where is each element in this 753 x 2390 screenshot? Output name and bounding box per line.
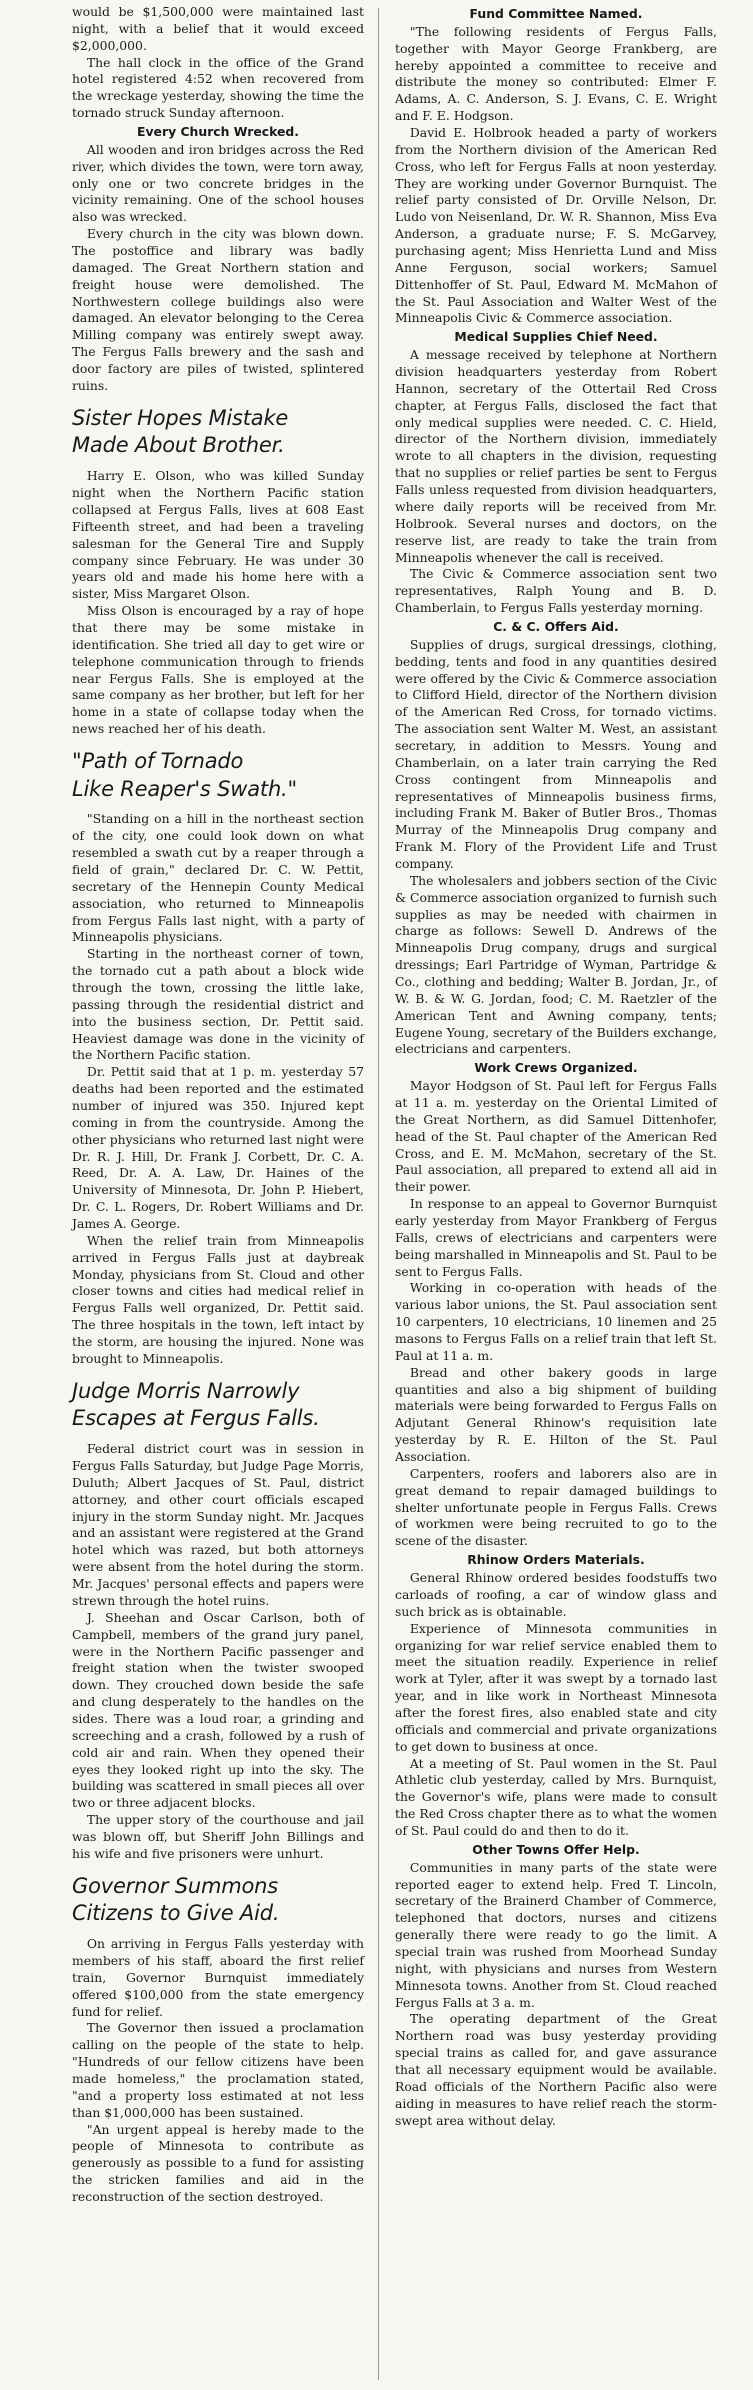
paragraph: Carpenters, roofers and laborers also are in great demand to repair damaged buildings to shelter unfortunate people in Fergus Falls. Crews of workmen were being recruited to go to the scene of the disaster. — [395, 1465, 717, 1549]
headline-line: Judge Morris Narrowly — [72, 1378, 300, 1403]
paragraph: Bread and other bakery goods in large quantities and also a big shipment of building materials were being forwarded to Fergus Falls on Adjutant General Rhinow's requisition late yesterday by R. E. Hilton of the St. Paul Association. — [395, 1364, 717, 1465]
paragraph: Dr. Pettit said that at 1 p. m. yesterday 57 deaths had been reported and the estimated number of injured was 350. Injured kept coming in from the countryside. Among the other physicians who returned last night were Dr. R. J. Hill, Dr. Frank J. Corbett, Dr. C. A. Reed, Dr. A. A. Law, Dr. Haines of the University of Minnesota, Dr. John P. Hiebert, Dr. C. L. Rogers, Dr. Robert Williams and Dr. James A. George. — [72, 1064, 364, 1232]
paragraph: Supplies of drugs, surgical dressings, clothing, bedding, tents and food in any quantities desired were offered by the Civic & Commerce association to Clifford Hield, director of the Northern division of the American Red Cross, for tornado victims. The association sent Walter M. West, an assistant secretary, in addition to Messrs. Young and Chamberlain, on a later train carrying the Red Cross contingent from Minneapolis and representatives of Minneapolis business firms, including Frank M. Baker of Butler Bros., Thomas Murray of the Minneapolis Drug company and Frank M. Flory of the Provident Life and Trust company. — [395, 636, 717, 871]
headline-line: Sister Hopes Mistake — [72, 405, 289, 430]
paragraph: The Civic & Commerce association sent two representatives, Ralph Young and B. D. Chamberlain, to Fergus Falls yesterday morning. — [395, 566, 717, 616]
paragraph: The Governor then issued a proclamation calling on the people of the state to help. "Hundreds of our fellow citizens have been made homeless," the proclamation stated, "and a property loss estimated at not less than $1,000,000 has been sustained. — [72, 2020, 364, 2120]
right-column — [379, 4, 737, 2390]
paragraph: Working in co-operation with heads of the various labor unions, the St. Paul association sent 10 carpenters, 10 electricians, 10 linemen and 25 masons to Fergus Falls on a relief train that left St. Paul at 11 a. m. — [395, 1280, 717, 1363]
headline-line: Citizens to Give Aid. — [72, 1901, 280, 1926]
paragraph: In response to an appeal to Governor Burnquist early yesterday from Mayor Frankberg of Fergus Falls, crews of electricians and carpenters were being marshalled in Minneapolis and St. Paul to be sent to Fergus Falls. — [395, 1196, 717, 1279]
headline-path — [72, 748, 364, 803]
paragraph: The operating department of the Great Northern road was busy yesterday providing special trains as called for, and gave assurance that all necessary equipment would be available. Road officials of the Northern Pacific also were aiding in measures to have relief reach the storm-swept area without delay. — [395, 2011, 717, 2128]
paragraph: When the relief train from Minneapolis arrived in Fergus Falls just at daybreak Monday, physicians from St. Cloud and other closer towns and cities had medical relief in Fergus Falls well organized, Dr. Pettit said. The three hospitals in the town, left intact by the storm, are housing the injured. None was brought to Minneapolis. — [72, 1232, 364, 1366]
headline-governor — [72, 1873, 364, 1928]
paragraph: David E. Holbrook headed a party of workers from the Northern division of the American Red Cross, who left for Fergus Falls at noon yesterday. They are working under Governor Burnquist. The relief party consisted of Dr. Orville Nelson, Dr. Ludo von Neisenland, Dr. W. R. Shannon, Miss Eva Anderson, a graduate nurse; F. S. McGarvey, purchasing agent; Miss Henrietta Lund and Miss Anne Ferguson, social workers; Samuel Dittenhoffer of St. Paul, Edward M. McMahon of the St. Paul Association and Walter West of the Minneapolis Civic & Commerce association. — [395, 125, 717, 326]
paragraph: Every church in the city was blown down. The postoffice and library was badly damaged. The Great Northern station and freight house were demolished. The Northwestern college buildings also were damaged. An elevator belonging to the Cerea Milling company was entirely swept away. The Fergus Falls brewery and the sash and door factory are piles of twisted, splintered ruins. — [72, 226, 364, 393]
paragraph: Harry E. Olson, who was killed Sunday night when the Northern Pacific station collapsed at Fergus Falls, lives at 608 East Fifteenth street, and had been a traveling salesman for the General Tire and Supply company since February. He was under 30 years old and made his home here with a sister, Miss Margaret Olson. — [72, 468, 364, 602]
paragraph: "An urgent appeal is hereby made to the people of Minnesota to contribute as generously as possible to a fund for assisting the stricken families and aid in the reconstruction of the section destroyed. — [72, 2121, 364, 2204]
paragraph: The wholesalers and jobbers section of the Civic & Commerce association organized to furnish such supplies as may be needed with chairmen in charge as follows: Sewell D. Andrews of the Minneapolis Drug company, drugs and surgical dressings; Earl Partridge of Wyman, Partridge & Co., clothing and bedding; Walter B. Jordan, Jr., of W. B. & W. G. Jordan, food; C. M. Raetzler of the American Tent and Awning company, tents; Eugene Young, secretary of the Builders exchange, electricians and carpenters. — [395, 872, 717, 1057]
paragraph: A message received by telephone at Northern division headquarters yesterday from Robert Hannon, secretary of the Ottertail Red Cross chapter, at Fergus Falls, disclosed the fact that only medical supplies were needed. C. C. Hield, director of the Northern division, immediately wrote to all chapters in the division, requesting that no supplies or relief parties be sent to Fergus Falls unless requested from division headquarters, where daily reports will be received from Mr. Holbrook. Several nurses and doctors, on the reserve list, are ready to take the train from Minneapolis whenever the call is received. — [395, 347, 717, 565]
subheading-rhinow: Rhinow Orders Materials. — [467, 1552, 645, 1568]
paragraph: The upper story of the courthouse and jail was blown off, but Sheriff John Billings and his wife and five prisoners were unhurt. — [72, 1812, 364, 1861]
headline-judge — [72, 1378, 364, 1433]
subheading-medical: Medical Supplies Chief Need. — [454, 329, 658, 345]
headline-sister — [72, 405, 364, 460]
paragraph: The hall clock in the office of the Grand hotel registered 4:52 when recovered from the wreckage yesterday, showing the time the tornado struck Sunday afternoon. — [72, 54, 364, 121]
paragraph: Communities in many parts of the state were reported eager to extend help. Fred T. Lincoln, secretary of the Brainerd Chamber of Commerce, telephoned that doctors, nurses and citizens generally there were ready to go the limit. A special train was rushed from Moorhead Sunday night, with physicians and nurses from Western Minnesota towns. Another from St. Cloud reached Fergus Falls at 3 a. m. — [395, 1859, 717, 2010]
paragraph: "The following residents of Fergus Falls, together with Mayor George Frankberg, are hereby appointed a committee to receive and distribute the money so contributed: Elmer F. Adams, A. C. Anderson, S. J. Evans, C. E. Wright and F. E. Hodgson. — [395, 23, 717, 124]
paragraph: Mayor Hodgson of St. Paul left for Fergus Falls at 11 a. m. yesterday on the Oriental Limited of the Great Northern, as did Samuel Dittenhofer, head of the St. Paul chapter of the American Red Cross, and E. M. McMahon, secretary of the St. Paul association, all prepared to extend all aid in their power. — [395, 1078, 717, 1195]
paragraph: "Standing on a hill in the northeast section of the city, one could look down on what resembled a swath cut by a reaper through a field of grain," declared Dr. C. W. Pettit, secretary of the Hennepin County Medical association, who returned to Minneapolis from Fergus Falls last night, with a party of Minneapolis physicians. — [72, 811, 364, 945]
paragraph: Miss Olson is encouraged by a ray of hope that there may be some mistake in identification. She tried all day to get wire or telephone communication through to friends near Fergus Falls. She is employed at the same company as her brother, but left for her home in a state of collapse today when the news reached her of his death. — [72, 603, 364, 737]
headline-line: Escapes at Fergus Falls. — [72, 1406, 320, 1431]
headline-line: "Path of Tornado — [72, 748, 244, 773]
paragraph: Starting in the northeast corner of town, the tornado cut a path about a block wide through the town, crossing the little lake, passing through the residential district and into the business section, Dr. Pettit said. Heaviest damage was done in the vicinity of the Northern Pacific station. — [72, 946, 364, 1063]
headline-line: Governor Summons — [72, 1873, 279, 1898]
headline-line: Made About Brother. — [72, 433, 285, 458]
paragraph: would be $1,500,000 were maintained last night, with a belief that it would exceed $2,000,000. — [72, 4, 364, 53]
subheading-church: Every Church Wrecked. — [137, 124, 299, 140]
headline-line: Like Reaper's Swath." — [72, 776, 297, 801]
subheading-work: Work Crews Organized. — [474, 1060, 638, 1076]
subheading-cc: C. & C. Offers Aid. — [493, 618, 619, 634]
paragraph: Federal district court was in session in Fergus Falls Saturday, but Judge Page Morris, Duluth; Albert Jacques of St. Paul, district attorney, and other court officials escaped injury in the storm Sunday night. Mr. Jacques and an assistant were registered at the Grand hotel which was razed, but both attorneys were absent from the hotel during the storm. Mr. Jacques' personal effects and papers were strewn through the hotel ruins. — [72, 1441, 364, 1608]
left-column — [10, 4, 378, 2390]
paragraph: On arriving in Fergus Falls yesterday with members of his staff, aboard the first relief train, Governor Burnquist immediately offered $100,000 from the state emergency fund for relief. — [72, 1936, 364, 2019]
paragraph: J. Sheehan and Oscar Carlson, both of Campbell, members of the grand jury panel, were in the Northern Pacific passenger and freight station when the twister swooped down. They crouched down beside the safe and clung desperately to the handles on the sides. There was a loud roar, a grinding and screeching and a crash, followed by a rush of cold air and rain. When they opened their eyes they looked right up into the sky. The building was scattered in small pieces all over two or three adjacent blocks. — [72, 1609, 364, 1811]
paragraph: Experience of Minnesota communities in organizing for war relief service enabled them to meet the situation readily. Experience in relief work at Tyler, after it was swept by a tornado last year, and in like work in Northeast Minnesota after the forest fires, also enabled state and city officials and commercial and private organizations to get down to business at once. — [395, 1620, 717, 1754]
paragraph: General Rhinow ordered besides foodstuffs two carloads of roofing, a car of window glass and such brick as is obtainable. — [395, 1570, 717, 1619]
subheading-towns: Other Towns Offer Help. — [472, 1841, 640, 1857]
paragraph: All wooden and iron bridges across the Red river, which divides the town, were torn away, only one or two concrete bridges in the vicinity remaining. One of the school houses also was wrecked. — [72, 141, 364, 225]
paragraph: At a meeting of St. Paul women in the St. Paul Athletic club yesterday, called by Mrs. Burnquist, the Governor's wife, plans were made to consult the Red Cross chapter there as to what the women of St. Paul could do and then to do it. — [395, 1755, 717, 1838]
subheading-fund: Fund Committee Named. — [469, 6, 643, 21]
